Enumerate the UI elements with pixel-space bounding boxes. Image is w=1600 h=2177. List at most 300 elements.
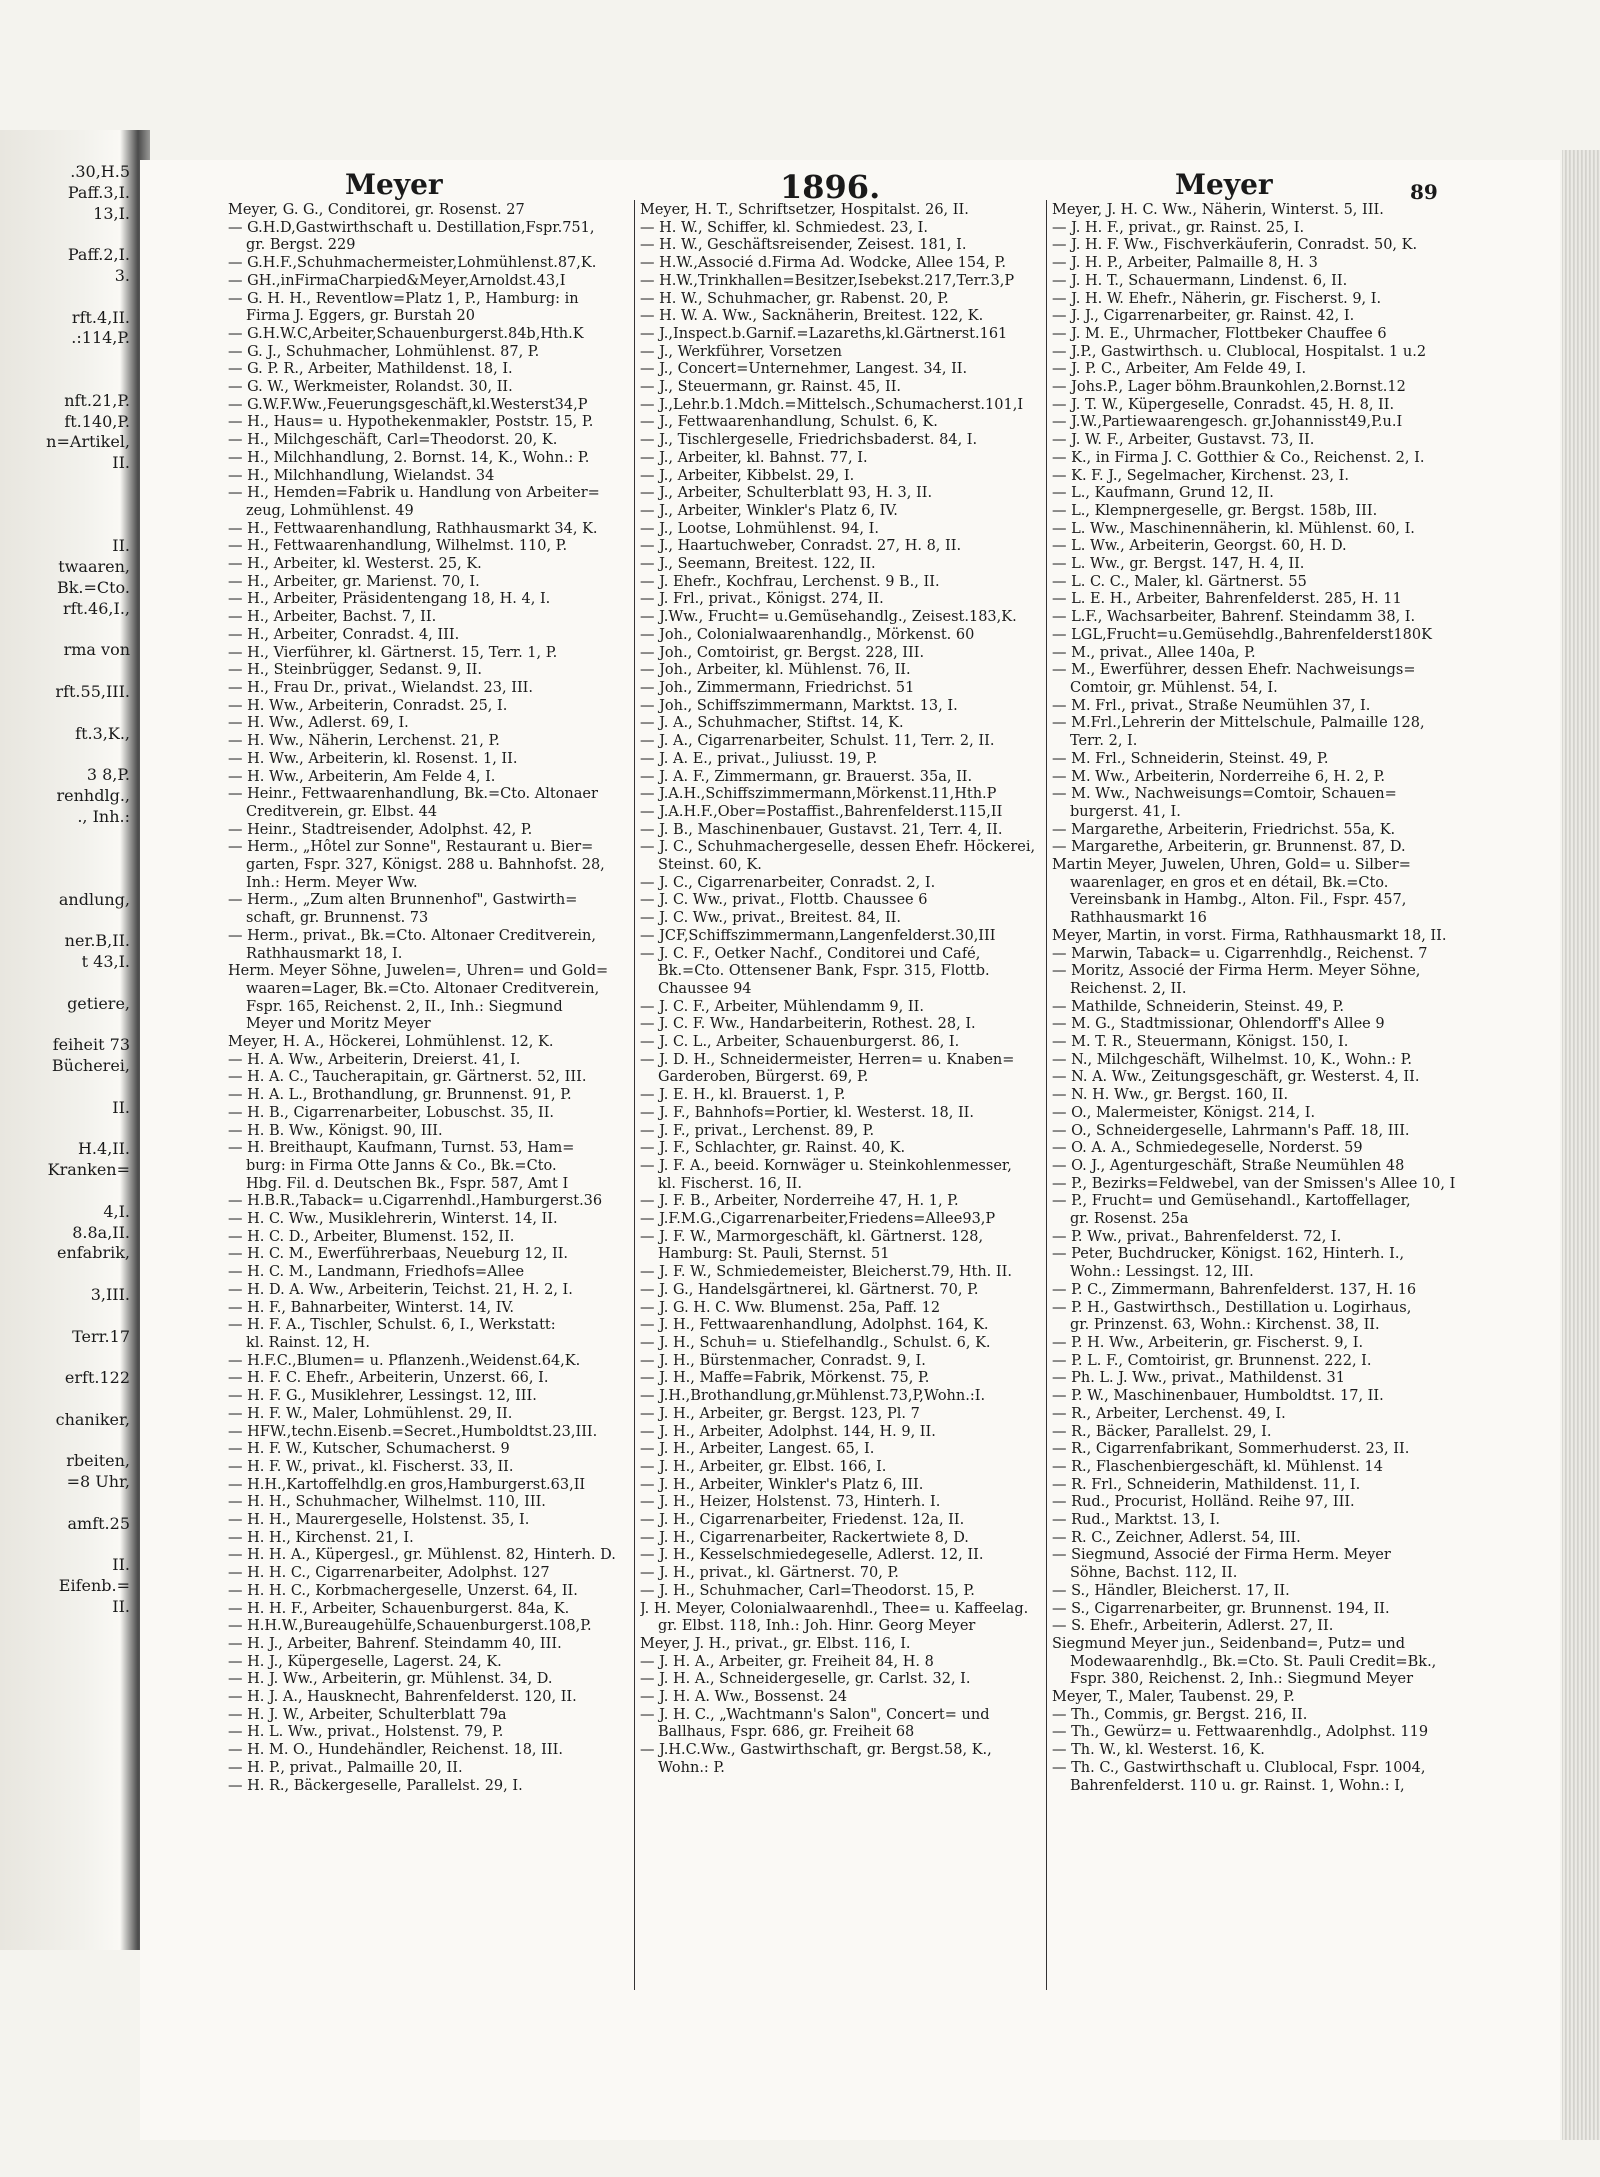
directory-entry: kl. Rainst. 12, H. (246, 1335, 370, 1351)
directory-entry: — H. F. W., Kutscher, Schumacherst. 9 (228, 1441, 510, 1458)
directory-entry: Meyer, Martin, in vorst. Firma, Rathhausmarkt 18, II. (1052, 927, 1447, 944)
directory-entry: — Joh., Arbeiter, kl. Mühlenst. 76, II. (640, 662, 911, 679)
margin-fragment: ft.3,K., (75, 723, 130, 743)
margin-fragment: Paff.3,I. (67, 182, 130, 202)
directory-entry: — Joh., Comtoirist, gr. Bergst. 228, III. (640, 644, 925, 661)
margin-fragment: 3. (114, 265, 130, 285)
directory-entry: — J. H. A. Ww., Bossenst. 24 (640, 1689, 848, 1706)
directory-entry: — J. Frl., privat., Königst. 274, II. (640, 591, 884, 608)
directory-entry: — J. H., Cigarrenarbeiter, Rackertwiete 8, D. (640, 1529, 969, 1546)
directory-entry: — J. D. H., Schneidermeister, Herren= u. Knaben= (640, 1051, 1015, 1068)
directory-entry: — G.W.F.Ww.,Feuerungsgeschäft,kl.Westerst34,P (228, 396, 588, 413)
directory-entry: — GH.,inFirmaCharpied&Meyer,Arnoldst.43,I (228, 272, 566, 289)
directory-entry: — H., Milchhandlung, 2. Bornst. 14, K., Wohn.: P. (228, 449, 590, 466)
directory-entry: — J. A. E., privat., Juliusst. 19, P. (640, 750, 878, 767)
margin-fragment (2, 349, 130, 370)
margin-fragment (2, 744, 130, 765)
directory-entry: Meyer, J. H. C. Ww., Näherin, Winterst. 5, III. (1052, 202, 1384, 218)
directory-entry: — K. F. J., Segelmacher, Kirchenst. 23, I. (1052, 467, 1349, 484)
directory-entry: — H. H. C., Korbmachergeselle, Unzerst. 64, II. (228, 1582, 578, 1599)
directory-entry: — H. A. Ww., Arbeiterin, Dreierst. 41, I. (228, 1051, 521, 1068)
directory-entry: Meyer, G. G., Conditorei, gr. Rosenst. 27 (228, 202, 525, 218)
directory-entry: Inh.: Herm. Meyer Ww. (246, 874, 418, 891)
margin-fragment: II. (112, 536, 130, 556)
directory-entry: — G.H.F.,Schuhmachermeister,Lohmühlenst.87,K. (228, 255, 597, 272)
directory-entry: — H. H., Schuhmacher, Wilhelmst. 110, III. (228, 1494, 546, 1511)
margin-fragment (2, 1347, 130, 1368)
margin-fragment (2, 1119, 130, 1140)
directory-entry: — J. Ehefr., Kochfrau, Lerchenst. 9 B., II. (640, 573, 940, 590)
directory-entry: Siegmund Meyer jun., Seidenband=, Putz= und (1052, 1635, 1406, 1652)
directory-entry: Chaussee 94 (658, 980, 752, 997)
directory-entry: — Herm., „Hôtel zur Sonne", Restaurant u. Bier= (228, 839, 594, 856)
directory-entry: — Rud., Marktst. 13, I. (1052, 1512, 1221, 1529)
directory-entry: — G. J., Schuhmacher, Lohmühlenst. 87, P. (228, 343, 540, 360)
directory-entry: — H. F., Bahnarbeiter, Winterst. 14, IV. (228, 1299, 515, 1316)
directory-entry: — H., Milchgeschäft, Carl=Theodorst. 20, K. (228, 432, 558, 449)
margin-fragment (2, 703, 130, 724)
directory-entry: Reichenst. 2, II. (1070, 980, 1187, 997)
margin-fragment: Bk.=Cto. (56, 577, 130, 597)
directory-entry: — Ph. L. J. Ww., privat., Mathildenst. 31 (1052, 1370, 1346, 1387)
directory-entry: — M., Ewerführer, dessen Ehefr. Nachweisungs= (1052, 662, 1416, 679)
directory-entry: — H. D. A. Ww., Arbeiterin, Teichst. 21, H. 2, I. (228, 1281, 573, 1298)
directory-entry: burg: in Firma Otte Janns & Co., Bk.=Cto. (246, 1157, 557, 1174)
directory-entry: — N., Milchgeschäft, Wilhelmst. 10, K., Wohn.: P. (1052, 1051, 1413, 1068)
directory-entry: — Moritz, Associé der Firma Herm. Meyer Söhne, (1052, 963, 1421, 980)
directory-entry: — H. W. A. Ww., Sacknäherin, Breitest. 122, K. (640, 308, 984, 325)
margin-fragment (2, 1181, 130, 1202)
directory-entry: — R., Flaschenbiergeschäft, kl. Mühlenst. 14 (1052, 1458, 1383, 1475)
directory-entry: — H., Arbeiter, Conradst. 4, III. (228, 626, 460, 643)
directory-entry: — H. B. Ww., Königst. 90, III. (228, 1122, 443, 1139)
margin-fragment: enfabrik, (56, 1243, 130, 1263)
directory-entry: — J. F. A., beeid. Kornwäger u. Steinkohlenmesser, (640, 1157, 1012, 1174)
margin-fragment: II. (112, 1555, 130, 1575)
directory-entry: — L. Ww., gr. Bergst. 147, H. 4, II. (1052, 556, 1305, 573)
directory-entry: — J.H.C.Ww., Gastwirthschaft, gr. Bergst.58, K., (640, 1742, 992, 1759)
directory-entry: Herm. Meyer Söhne, Juwelen=, Uhren= und Gold= (228, 963, 609, 980)
directory-entry: — H. A. C., Taucherapitain, gr. Gärtnerst. 52, III. (228, 1069, 587, 1086)
directory-entry: — M. Ww., Arbeiterin, Norderreihe 6, H. 2, P. (1052, 768, 1386, 785)
directory-entry: — P. W., Maschinenbauer, Humboldtst. 17, II. (1052, 1388, 1384, 1405)
margin-fragment (2, 1535, 130, 1556)
directory-entry: Bahrenfelderst. 110 u. gr. Rainst. 1, Wohn.: I, (1070, 1777, 1405, 1794)
directory-entry: — J. C. F., Arbeiter, Mühlendamm 9, II. (640, 998, 924, 1015)
directory-entry: — H., Haus= u. Hypothekenmakler, Poststr. 15, P. (228, 414, 594, 431)
directory-entry: — H., Frau Dr., privat., Wielandst. 23, III. (228, 679, 534, 696)
directory-entry: — Mathilde, Schneiderin, Steinst. 49, P. (1052, 998, 1344, 1015)
directory-entry: — Joh., Colonialwaarenhandlg., Mörkenst. 60 (640, 626, 975, 643)
directory-entry: — J. C. Ww., privat., Flottb. Chaussee 6 (640, 892, 928, 909)
directory-entry: gr. Rosenst. 25a (1070, 1211, 1189, 1228)
directory-entry: — H. F. C. Ehefr., Arbeiterin, Unzerst. 66, I. (228, 1370, 549, 1387)
directory-entry: — L. Ww., Maschinennäherin, kl. Mühlenst. 60, I. (1052, 520, 1415, 537)
margin-fragment (2, 516, 130, 537)
directory-entry: — H. P., privat., Palmaille 20, II. (228, 1759, 463, 1776)
directory-entry: — J. H., Arbeiter, Langest. 65, I. (640, 1441, 875, 1458)
directory-entry: — G. W., Werkmeister, Rolandst. 30, II. (228, 379, 513, 396)
directory-entry: — J. H. W. Ehefr., Näherin, gr. Fischerst. 9, I. (1052, 290, 1382, 307)
margin-fragment: Paff.2,I. (67, 245, 130, 265)
margin-fragment: rft.46,I., (62, 598, 130, 618)
margin-fragment (2, 495, 130, 516)
directory-entry: — G.H.W.C,Arbeiter,Schauenburgerst.84b,Hth.K (228, 325, 584, 342)
directory-entry: — J., Arbeiter, Schulterblatt 93, H. 3, II. (640, 485, 933, 502)
directory-entry: — H. F. G., Musiklehrer, Lessingst. 12, III. (228, 1388, 537, 1405)
margin-fragment: Kranken= (47, 1160, 130, 1180)
directory-entry: — J.,Lehr.b.1.Mdch.=Mittelsch.,Schumacherst.101,I (640, 396, 1024, 413)
directory-entry: gr. Bergst. 229 (246, 237, 356, 254)
directory-entry: — J. T. W., Küpergeselle, Conradst. 45, H. 8, II. (1052, 396, 1395, 413)
directory-entry: — H. Ww., Adlerst. 69, I. (228, 715, 409, 732)
directory-entry: — Heinr., Fettwaarenhandlung, Bk.=Cto. Altonaer (228, 786, 598, 803)
directory-entry: — HFW.,techn.Eisenb.=Secret.,Humboldtst.23,III. (228, 1423, 598, 1440)
directory-entry: Hamburg: St. Pauli, Sternst. 51 (658, 1246, 890, 1263)
directory-entry: — J. E. H., kl. Brauerst. 1, P. (640, 1087, 846, 1104)
column-divider (634, 200, 635, 1990)
directory-entry: — H., Vierführer, kl. Gärtnerst. 15, Terr. 1, P. (228, 644, 558, 661)
directory-entry: Steinst. 60, K. (658, 857, 762, 874)
directory-entry: — J., Steuermann, gr. Rainst. 45, II. (640, 379, 902, 396)
directory-entry: — G.H.D,Gastwirthschaft u. Destillation,Fspr.751, (228, 219, 595, 236)
directory-entry: — J. F., privat., Lerchenst. 89, P. (640, 1122, 875, 1139)
directory-entry: — J.Ww., Frucht= u.Gemüsehandlg., Zeisest.183,K. (640, 609, 1017, 626)
directory-entry: — H. J. W., Arbeiter, Schulterblatt 79a (228, 1706, 507, 1723)
directory-entry: — O. A. A., Schmiedegeselle, Norderst. 59 (1052, 1140, 1363, 1157)
directory-entry: — H.W.,Trinkhallen=Besitzer,Isebekst.217,Terr.3,P (640, 272, 1015, 289)
margin-fragment (2, 370, 130, 391)
directory-entry: — H. Breithaupt, Kaufmann, Turnst. 53, Ham= (228, 1140, 575, 1157)
column-header-left: Meyer (345, 168, 443, 201)
margin-fragment: .:114,P. (71, 328, 130, 348)
directory-entry: schaft, gr. Brunnenst. 73 (246, 910, 429, 927)
margin-fragment: nft.21,P. (64, 390, 130, 410)
directory-entry: — J. H., Arbeiter, Winkler's Platz 6, III. (640, 1476, 924, 1493)
margin-fragment: renhdlg., (56, 785, 130, 805)
directory-entry: — H. Ww., Arbeiterin, Am Felde 4, I. (228, 768, 496, 785)
left-page-margin-fragments (2, 162, 130, 1618)
margin-fragment (2, 1015, 130, 1036)
directory-entry: — M. G., Stadtmissionar, Ohlendorff's Allee 9 (1052, 1016, 1385, 1033)
directory-entry: — N. H. Ww., gr. Bergst. 160, II. (1052, 1087, 1289, 1104)
directory-entry: — H. J., Arbeiter, Bahrenf. Steindamm 40, III. (228, 1635, 562, 1652)
directory-entry: Bk.=Cto. Ottensener Bank, Fspr. 315, Flottb. (658, 963, 990, 980)
margin-fragment (2, 1389, 130, 1410)
margin-fragment (2, 1264, 130, 1285)
directory-entry: burgerst. 41, I. (1070, 803, 1181, 820)
directory-entry: — H. A. L., Brothandlung, gr. Brunnenst. 91, P. (228, 1087, 572, 1104)
directory-entry: — Siegmund, Associé der Firma Herm. Meyer (1052, 1547, 1391, 1564)
directory-entry: — H. H., Kirchenst. 21, I. (228, 1529, 414, 1546)
directory-entry: — H. J. Ww., Arbeiterin, gr. Mühlenst. 34, D. (228, 1671, 553, 1688)
directory-entry: — Th., Gewürz= u. Fettwaarenhdlg., Adolphst. 119 (1052, 1724, 1429, 1741)
directory-entry: — J. H., Heizer, Holstenst. 73, Hinterh. I. (640, 1494, 941, 1511)
directory-entry: — J. C. Ww., privat., Breitest. 84, II. (640, 910, 902, 927)
margin-fragment: feiheit 73 (52, 1035, 130, 1055)
directory-entry: — Th. W., kl. Westerst. 16, K. (1052, 1742, 1265, 1759)
directory-entry: — R. Frl., Schneiderin, Mathildenst. 11, I. (1052, 1476, 1361, 1493)
margin-fragment: =8 Uhr, (66, 1472, 130, 1492)
directory-entry: — L. E. H., Arbeiter, Bahrenfelderst. 285, H. 11 (1052, 591, 1402, 608)
directory-entry: — O. J., Agenturgeschäft, Straße Neumühlen 48 (1052, 1157, 1405, 1174)
directory-entry: — H.H.W.,Bureaugehülfe,Schauenburgerst.108,P. (228, 1618, 592, 1635)
margin-fragment: 3,III. (90, 1285, 130, 1305)
directory-entry: — Heinr., Stadtreisender, Adolphst. 42, P. (228, 821, 533, 838)
directory-entry: — P. Ww., privat., Bahrenfelderst. 72, I. (1052, 1228, 1342, 1245)
margin-fragment: chaniker, (55, 1409, 130, 1429)
directory-entry: — S., Händler, Bleicherst. 17, II. (1052, 1582, 1290, 1599)
directory-entry: — H. Ww., Arbeiterin, Conradst. 25, I. (228, 697, 508, 714)
margin-fragment: II. (112, 1097, 130, 1117)
directory-entry: — H., Fettwaarenhandlung, Rathhausmarkt 34, K. (228, 520, 598, 537)
margin-fragment: Terr.17 (72, 1326, 130, 1346)
margin-fragment (2, 828, 130, 849)
directory-entry: — L. Ww., Arbeiterin, Georgst. 60, H. D. (1052, 538, 1347, 555)
directory-entry: — R., Cigarrenfabrikant, Sommerhuderst. 23, II. (1052, 1441, 1410, 1458)
directory-entry: — H. B., Cigarrenarbeiter, Lobuschst. 35, II. (228, 1104, 555, 1121)
directory-entry: — J.A.H.F.,Ober=Postaffist.,Bahrenfelderst.115,II (640, 803, 1003, 820)
directory-entry: — H. R., Bäckergeselle, Parallelst. 29, I. (228, 1777, 523, 1794)
directory-entry: — L. C. C., Maler, kl. Gärtnerst. 55 (1052, 573, 1307, 590)
margin-fragment: erft.122 (64, 1368, 130, 1388)
directory-entry: Wohn.: Lessingst. 12, III. (1070, 1264, 1254, 1281)
margin-fragment: Bücherei, (51, 1056, 130, 1076)
directory-entry: Meyer, J. H., privat., gr. Elbst. 116, I. (640, 1635, 911, 1652)
directory-entry: — J. C. L., Arbeiter, Schauenburgerst. 86, I. (640, 1034, 960, 1051)
directory-entry: — R., Bäcker, Parallelst. 29, I. (1052, 1423, 1272, 1440)
margin-fragment: H.4,II. (77, 1139, 130, 1159)
directory-entry: — P., Bezirks=Feldwebel, van der Smissen's Allee 10, I (1052, 1175, 1456, 1192)
margin-fragment (2, 1306, 130, 1327)
directory-entry: kl. Fischerst. 16, II. (658, 1175, 802, 1192)
directory-entry: — M., privat., Allee 140a, P. (1052, 644, 1256, 661)
directory-entry: — O., Schneidergeselle, Lahrmann's Paff. 18, III. (1052, 1122, 1410, 1139)
directory-entry: — H., Milchhandlung, Wielandst. 34 (228, 467, 495, 484)
directory-entry: — P. H., Gastwirthsch., Destillation u. Logirhaus, (1052, 1299, 1412, 1316)
directory-entry: — J. F. W., Schmiedemeister, Bleicherst.79, Hth. II. (640, 1264, 1012, 1281)
directory-entry: — H., Arbeiter, gr. Marienst. 70, I. (228, 573, 480, 590)
directory-entry: — H., Steinbrügger, Sedanst. 9, II. (228, 662, 482, 679)
directory-entry: — S. Ehefr., Arbeiterin, Adlerst. 27, II. (1052, 1618, 1334, 1635)
directory-entry: Terr. 2, I. (1070, 733, 1138, 750)
directory-entry: — J. H., Fettwaarenhandlung, Adolphst. 164, K. (640, 1317, 989, 1334)
directory-entry: — J., Haartuchweber, Conradst. 27, H. 8, II. (640, 538, 962, 555)
directory-entry: Modewaarenhdlg., Bk.=Cto. St. Pauli Credit=Bk., (1070, 1653, 1437, 1670)
directory-entry: — J. G. H. C. Ww. Blumenst. 25a, Paff. 12 (640, 1299, 941, 1316)
directory-entry: — H. H. C., Cigarrenarbeiter, Adolphst. 127 (228, 1565, 550, 1582)
margin-fragment (2, 1493, 130, 1514)
directory-entry: — Joh., Zimmermann, Friedrichst. 51 (640, 679, 915, 696)
margin-fragment: ner.B,II. (64, 931, 130, 951)
directory-entry: — H. Ww., Arbeiterin, kl. Rosenst. 1, II. (228, 750, 518, 767)
directory-entry: — P. C., Zimmermann, Bahrenfelderst. 137, H. 16 (1052, 1281, 1417, 1298)
margin-fragment: getiere, (67, 993, 130, 1013)
directory-entry: — J. M. E., Uhrmacher, Flottbeker Chauffee 6 (1052, 325, 1387, 342)
directory-entry: — J. C., Schuhmachergeselle, dessen Ehefr. Höckerei, (640, 839, 1036, 856)
directory-entry: — H.F.C.,Blumen= u. Pflanzenh.,Weidenst.64,K. (228, 1352, 581, 1369)
directory-column-3 (1052, 202, 1462, 1795)
directory-entry: Meyer und Moritz Meyer (246, 1016, 431, 1033)
directory-entry: — J. H. P., Arbeiter, Palmaille 8, H. 3 (1052, 255, 1318, 272)
margin-fragment: II. (112, 1596, 130, 1616)
directory-entry: — J. H., privat., kl. Gärtnerst. 70, P. (640, 1565, 899, 1582)
directory-entry: Garderoben, Bürgerst. 69, P. (658, 1069, 869, 1086)
directory-entry: — M. Ww., Nachweisungs=Comtoir, Schauen= (1052, 786, 1397, 803)
directory-entry: — H. C. M., Landmann, Friedhofs=Allee (228, 1264, 525, 1281)
directory-entry: — JCF,Schiffszimmermann,Langenfelderst.30,III (640, 927, 996, 944)
directory-entry: — H. H. F., Arbeiter, Schauenburgerst. 84a, K. (228, 1600, 570, 1617)
directory-entry: — H., Fettwaarenhandlung, Wilhelmst. 110, P. (228, 538, 568, 555)
margin-fragment (2, 973, 130, 994)
directory-entry: — J. H., Arbeiter, gr. Bergst. 123, Pl. 7 (640, 1405, 920, 1422)
directory-entry: — J. H., Arbeiter, Adolphst. 144, H. 9, II. (640, 1423, 936, 1440)
directory-entry: — J. W. F., Arbeiter, Gustavst. 73, II. (1052, 432, 1315, 449)
directory-entry: — J. H. A., Arbeiter, gr. Freiheit 84, H. 8 (640, 1653, 934, 1670)
directory-entry: — H. H. A., Küpergesl., gr. Mühlenst. 82, Hinterh. D. (228, 1547, 616, 1564)
directory-entry: — H. C. D., Arbeiter, Blumenst. 152, II. (228, 1228, 515, 1245)
directory-entry: Creditverein, gr. Elbst. 44 (246, 803, 438, 820)
directory-entry: — H., Arbeiter, Präsidentengang 18, H. 4, I. (228, 591, 551, 608)
directory-entry: — Peter, Buchdrucker, Königst. 162, Hinterh. I., (1052, 1246, 1405, 1263)
directory-entry: — H. L. Ww., privat., Holstenst. 79, P. (228, 1724, 504, 1741)
directory-entry: — J. C. F. Ww., Handarbeiterin, Rothest. 28, I. (640, 1016, 976, 1033)
directory-entry: — R. C., Zeichner, Adlerst. 54, III. (1052, 1529, 1301, 1546)
directory-entry: zeug, Lohmühlenst. 49 (246, 502, 414, 519)
directory-entry: — P. L. F., Comtoirist, gr. Brunnenst. 222, I. (1052, 1352, 1372, 1369)
directory-entry: — H.B.R.,Taback= u.Cigarrenhdl.,Hamburgerst.36 (228, 1193, 603, 1210)
page-edges (1562, 150, 1600, 2140)
margin-fragment: II. (112, 453, 130, 473)
directory-entry: — H. W., Geschäftsreisender, Zeisest. 181, I. (640, 237, 967, 254)
margin-fragment (2, 661, 130, 682)
directory-entry: — H. F. W., Maler, Lohmühlenst. 29, II. (228, 1405, 513, 1422)
directory-entry: Rathhausmarkt 16 (1070, 910, 1207, 927)
directory-entry: Fspr. 165, Reichenst. 2, II., Inh.: Siegmund (246, 998, 563, 1015)
directory-entry: — J., Tischlergeselle, Friedrichsbaderst. 84, I. (640, 432, 978, 449)
directory-entry: — H., Arbeiter, kl. Westerst. 25, K. (228, 556, 482, 573)
directory-entry: — M. Frl., privat., Straße Neumühlen 37, I. (1052, 697, 1371, 714)
directory-entry: — H. Ww., Näherin, Lerchenst. 21, P. (228, 733, 500, 750)
margin-fragment (2, 869, 130, 890)
directory-entry: Firma J. Eggers, gr. Burstah 20 (246, 308, 475, 325)
directory-entry: — Th. C., Gastwirthschaft u. Clublocal, Fspr. 1004, (1052, 1759, 1426, 1776)
directory-entry: — J. H. C., „Wachtmann's Salon", Concert= und (640, 1706, 990, 1723)
directory-entry: — Margarethe, Arbeiterin, gr. Brunnenst. 87, D. (1052, 839, 1406, 856)
directory-entry: — K., in Firma J. C. Gotthier & Co., Reichenst. 2, I. (1052, 449, 1425, 466)
directory-entry: — J.F.M.G.,Cigarrenarbeiter,Friedens=Allee93,P (640, 1211, 996, 1228)
directory-entry: — H. C. Ww., Musiklehrerin, Winterst. 14, II. (228, 1211, 558, 1228)
directory-entry: — H. W., Schiffer, kl. Schmiedest. 23, I. (640, 219, 928, 236)
directory-entry: — J., Arbeiter, Winkler's Platz 6, IV. (640, 502, 898, 519)
directory-entry: — L., Klempnergeselle, gr. Bergst. 158b, III. (1052, 502, 1378, 519)
directory-entry: — M. T. R., Steuermann, Königst. 150, I. (1052, 1034, 1349, 1051)
directory-entry: — LGL,Frucht=u.Gemüsehdlg.,Bahrenfelderst180K (1052, 626, 1432, 643)
directory-entry: — J. H., Schuhmacher, Carl=Theodorst. 15, P. (640, 1582, 975, 1599)
margin-fragment: rma von (63, 640, 130, 660)
margin-fragment (2, 1077, 130, 1098)
directory-entry: — Rud., Procurist, Holländ. Reihe 97, III. (1052, 1494, 1355, 1511)
directory-entry: — J. H. T., Schauermann, Lindenst. 6, II. (1052, 272, 1348, 289)
directory-entry: — J.,Inspect.b.Garnif.=Lazareths,kl.Gärtnerst.161 (640, 325, 1008, 342)
margin-fragment: n=Artikel, (46, 432, 130, 452)
directory-entry: — J. F., Schlachter, gr. Rainst. 40, K. (640, 1140, 906, 1157)
directory-entry: Wohn.: P. (658, 1759, 725, 1776)
directory-entry: garten, Fspr. 327, Königst. 288 u. Bahnhofst. 28, (246, 857, 605, 874)
directory-entry: — J.P., Gastwirthsch. u. Clublocal, Hospitalst. 1 u.2 (1052, 343, 1427, 360)
margin-fragment: .30,H.5 (70, 162, 130, 181)
directory-entry: — J., Fettwaarenhandlung, Schulst. 6, K. (640, 414, 938, 431)
directory-entry: — H. J., Küpergeselle, Lagerst. 24, K. (228, 1653, 502, 1670)
margin-fragment (2, 224, 130, 245)
directory-entry: — J.H.,Brothandlung,gr.Mühlenst.73,P,Wohn.:I. (640, 1388, 986, 1405)
directory-entry: — R., Arbeiter, Lerchenst. 49, I. (1052, 1405, 1286, 1422)
page-year: 1896. (780, 168, 881, 206)
margin-fragment (2, 287, 130, 308)
margin-fragment (2, 848, 130, 869)
directory-entry: — Herm., privat., Bk.=Cto. Altonaer Creditverein, (228, 927, 596, 944)
directory-entry: — Margarethe, Arbeiterin, Friedrichst. 55a, K. (1052, 821, 1396, 838)
directory-entry: — S., Cigarrenarbeiter, gr. Brunnenst. 194, II. (1052, 1600, 1390, 1617)
directory-entry: — J.W.,Partiewaarengesch. gr.Johannisst49,P.u.I (1052, 414, 1403, 431)
page-number: 89 (1410, 180, 1438, 204)
directory-entry: — J. H. F. Ww., Fischverkäuferin, Conradst. 50, K. (1052, 237, 1418, 254)
directory-entry: — H. C. M., Ewerführerbaas, Neueburg 12, II. (228, 1246, 569, 1263)
directory-entry: — Johs.P., Lager böhm.Braunkohlen,2.Bornst.12 (1052, 379, 1406, 396)
margin-fragment (2, 620, 130, 641)
directory-entry: — H.W.,Associé d.Firma Ad. Wodcke, Allee 154, P. (640, 255, 1006, 272)
directory-entry: J. H. Meyer, Colonialwaarenhdl., Thee= u. Kaffeelag. (640, 1600, 1029, 1617)
margin-fragment: 8.8a,II. (72, 1222, 130, 1242)
directory-entry: — J. A. F., Zimmermann, gr. Brauerst. 35a, II. (640, 768, 973, 785)
margin-fragment: andlung, (58, 889, 130, 909)
margin-fragment: 4,I. (103, 1201, 130, 1221)
directory-entry: — H. F. A., Tischler, Schulst. 6, I., Werkstatt: (228, 1317, 556, 1334)
directory-entry: — J. F., Bahnhofs=Portier, kl. Westerst. 18, II. (640, 1104, 975, 1121)
directory-column-2 (640, 202, 1040, 1778)
directory-entry: — L., Kaufmann, Grund 12, II. (1052, 485, 1274, 502)
directory-entry: gr. Prinzenst. 63, Wohn.: Kirchenst. 38, II. (1070, 1317, 1380, 1334)
directory-entry: — J. F. B., Arbeiter, Norderreihe 47, H. 1, P. (640, 1193, 959, 1210)
directory-entry: — J. G., Handelsgärtnerei, kl. Gärtnerst. 70, P. (640, 1281, 979, 1298)
directory-entry: waarenlager, en gros et en détail, Bk.=Cto. (1070, 874, 1389, 891)
directory-entry: Rathhausmarkt 18, I. (246, 945, 403, 962)
directory-entry: — G. P. R., Arbeiter, Mathildenst. 18, I. (228, 361, 513, 378)
directory-entry: — P. H. Ww., Arbeiterin, gr. Fischerst. 9, I. (1052, 1335, 1364, 1351)
directory-entry: Vereinsbank in Hambg., Alton. Fil., Fspr. 457, (1070, 892, 1407, 909)
directory-entry: — J., Concert=Unternehmer, Langest. 34, II. (640, 361, 968, 378)
directory-entry: — J. H., Bürstenmacher, Conradst. 9, I. (640, 1352, 926, 1369)
directory-entry: — H. F. W., privat., kl. Fischerst. 33, II. (228, 1458, 514, 1475)
directory-entry: — J., Werkführer, Vorsetzen (640, 343, 842, 360)
directory-entry: — J. H., Arbeiter, gr. Elbst. 166, I. (640, 1458, 887, 1475)
directory-entry: — Herm., „Zum alten Brunnenhof", Gastwirth= (228, 892, 578, 909)
directory-entry: — H. H., Maurergeselle, Holstenst. 35, I. (228, 1512, 530, 1529)
directory-entry: — J. F. W., Marmorgeschäft, kl. Gärtnerst. 128, (640, 1228, 984, 1245)
margin-fragment: rft.4,II. (71, 307, 130, 327)
directory-entry: — J. A., Cigarrenarbeiter, Schulst. 11, Terr. 2, II. (640, 733, 995, 750)
directory-column-1 (228, 202, 628, 1795)
directory-entry: Martin Meyer, Juwelen, Uhren, Gold= u. Silber= (1052, 857, 1411, 874)
directory-entry: Meyer, H. T., Schriftsetzer, Hospitalst. 26, II. (640, 202, 969, 218)
directory-entry: — J. A., Schuhmacher, Stiftst. 14, K. (640, 715, 904, 732)
directory-entry: — H. W., Schuhmacher, gr. Rabenst. 20, P. (640, 290, 949, 307)
margin-fragment: ft.140,P. (64, 411, 130, 431)
directory-entry: — Marwin, Taback= u. Cigarrenhdlg., Reichenst. 7 (1052, 945, 1428, 962)
directory-entry: — H., Arbeiter, Bachst. 7, II. (228, 609, 437, 626)
column-divider (1046, 200, 1047, 1990)
margin-fragment: ., Inh.: (77, 806, 130, 826)
